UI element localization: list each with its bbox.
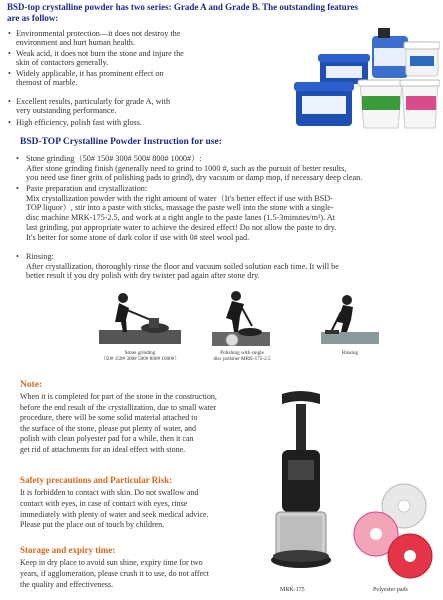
instruction-line: After stone grinding finish (generally need to grind to 1000 #, such as the pursuit of better results, <box>26 163 347 173</box>
note-line: before the end result of the crystallization, due to small water <box>20 402 217 412</box>
feature-line: Environmental protection—it does not destroy the <box>16 29 181 38</box>
note-title: Note: <box>20 380 43 390</box>
polishing-image <box>212 288 270 346</box>
instruction-item: • Rinsing: After crystallization, thoroughly rinse the floor and vacuum soiled solution each time. It will be better result if you dry polish with dry twister pad again after stone dry. <box>26 252 441 281</box>
note-line: polish with clean polyester pad for a while, then it can <box>20 434 194 444</box>
machine-label: MRK-175 <box>280 587 305 593</box>
figure-caption-line1: Polishing with single <box>220 350 264 356</box>
feature-item: • Widely applicable, it has prominent effect on themost of marble. <box>16 69 291 88</box>
instruction-heading: Paste preparation and crystallization: <box>26 184 148 193</box>
figure-caption <box>320 350 380 356</box>
intro-title-line1: BSD-top crystalline powder has two series: Grade A and Grade B. The outstanding features <box>7 2 359 12</box>
instruction-line: last grinding, put appropriate water to achieve the desired effect! Do not allow the paste to dry. <box>26 222 337 232</box>
figure-caption <box>86 350 194 362</box>
storage-line: years, if agglomeration, please crush it to use, do not affect <box>20 568 209 578</box>
product-jars-image <box>290 24 440 132</box>
tub-icon <box>404 42 440 76</box>
feature-item: • Environmental protection—it does not destroy the environment and hurt human health. <box>16 29 291 48</box>
safety-line: immediately with plenty of water and seek medical advice. <box>20 509 209 519</box>
feature-item: • Weak acid, it does not burn the stone and injure the skin of contactors generally. <box>16 49 291 68</box>
jar-icon <box>294 82 354 126</box>
safety-line: It is forbidden to contact with skin. Do not swallow and <box>20 488 199 497</box>
note-line: get rid of attachments for an ideal effect with stone. <box>20 444 186 454</box>
instruction-line: Mix crystallization powder with the right amount of water（It's better effect if use with BSD- <box>26 193 333 203</box>
feature-line: environment and hurt human health. <box>16 38 135 48</box>
figure-caption-line2: disc polisher MRK-175-2.5 <box>213 356 271 362</box>
feature-line: Excellent results, particularly for grade A, with <box>16 97 171 106</box>
figure-caption-line1: Rinsing <box>341 350 359 356</box>
instruction-title: BSD-TOP Crystalline Powder Instruction for use: <box>20 137 222 147</box>
safety-line: Please put the place out of touch by children. <box>20 520 165 530</box>
rinsing-image <box>321 292 379 344</box>
intro-title <box>7 2 439 24</box>
instruction-item: • Stone grinding（50# 150# 300# 500# 800# 1000#）: After stone grinding finish (generally need to grind to 1000 #, such as the pursuit of better results, you need use finer grits of polishing pads to grind), dry vacuum or damp mop, if necessary deep clean. <box>26 154 441 183</box>
instruction-line: It's better for some stone of dark color if use with 0# steel wool pad. <box>26 232 250 242</box>
bottle-icon <box>372 28 408 78</box>
pad-icon <box>388 534 432 578</box>
intro-title-line2: are as follow: <box>7 13 59 23</box>
instruction-heading: Stone grinding（50# 150# 300# 500# 800# 1000#）: <box>26 154 202 163</box>
instruction-line: After crystallization, thoroughly rinse the floor and vacuum soiled solution each time. It will be <box>26 261 339 271</box>
storage-line: the quality and effectiveness. <box>20 579 114 589</box>
feature-item: • High efficiency, polish fast with gloss. <box>16 118 291 127</box>
instruction-line: you need use finer grits of polishing pads to grind), dry vacuum or damp mop, if necessary deep clean. <box>26 173 363 183</box>
polyester-pads-image <box>346 482 440 582</box>
instruction-line: better result if you dry polish with dry twister pad again after stone dry. <box>26 271 260 281</box>
instruction-item: • Paste preparation and crystallization: Mix crystallization powder with the right amount of water（It's better effect if use with BSD- TOP liquor）, stir into a paste with sticks, massage the paste well into the stone with a single- disc machine MRK-175-2.5, and work at a right angle to the paste lanes (1.5-3minutes/m²). At last grinding, put appropriate water to achieve the desired effect! Do not allow the paste to dry. It's better for some stone of dark color if use with 0# steel wool pad. <box>26 184 441 242</box>
note-line: the surface of the stone, please put plenty of water, and <box>20 423 197 433</box>
feature-line: very outstanding performance. <box>16 106 117 116</box>
note-line: procedure, there will be some solid material attached to <box>20 413 198 423</box>
instruction-heading: Rinsing: <box>26 252 54 261</box>
storage-text <box>20 558 282 590</box>
storage-line: Keep in dry place to avoid sun shine, expiry time for two <box>20 558 203 567</box>
storage-title: Storage and expiry time: <box>20 545 116 555</box>
figure-caption <box>194 350 290 362</box>
bucket-icon <box>400 80 440 128</box>
feature-line: High efficiency, polish fast with gloss. <box>16 118 142 127</box>
bucket-icon <box>358 80 404 128</box>
figure-caption-line2: （50# 150# 300# 500# 800# 1000#） <box>100 356 180 362</box>
feature-item: • Excellent results, particularly for grade A, with very outstanding performance. <box>16 97 291 116</box>
floor-machine-image <box>262 390 340 590</box>
note-line: When it is completed for part of the stone in the construction, <box>20 392 217 401</box>
feature-line: Weak acid, it does not burn the stone and injure the <box>16 49 184 58</box>
instruction-line: disc machine MRK-175-2.5, and work at a right angle to the paste lanes (1.5-3minutes/m²). At <box>26 213 335 223</box>
figure-caption-line1: Stone grinding <box>124 350 156 356</box>
feature-line: themost of marble. <box>16 78 78 88</box>
feature-line: Widely applicable, it has prominent effect on <box>16 69 164 78</box>
instruction-line: TOP liquor）, stir into a paste with sticks, massage the paste well into the stone with a single- <box>26 203 334 213</box>
pads-label: Polyester pads <box>373 587 408 593</box>
safety-text <box>20 488 282 531</box>
feature-line: skin of contactors generally. <box>16 58 109 68</box>
safety-title: Safety precautions and Particular Risk: <box>20 475 173 485</box>
safety-line: contact with eyes, in case of contact with eyes, rinse <box>20 498 188 508</box>
stone-grinding-image <box>99 288 181 344</box>
note-text <box>20 392 280 456</box>
